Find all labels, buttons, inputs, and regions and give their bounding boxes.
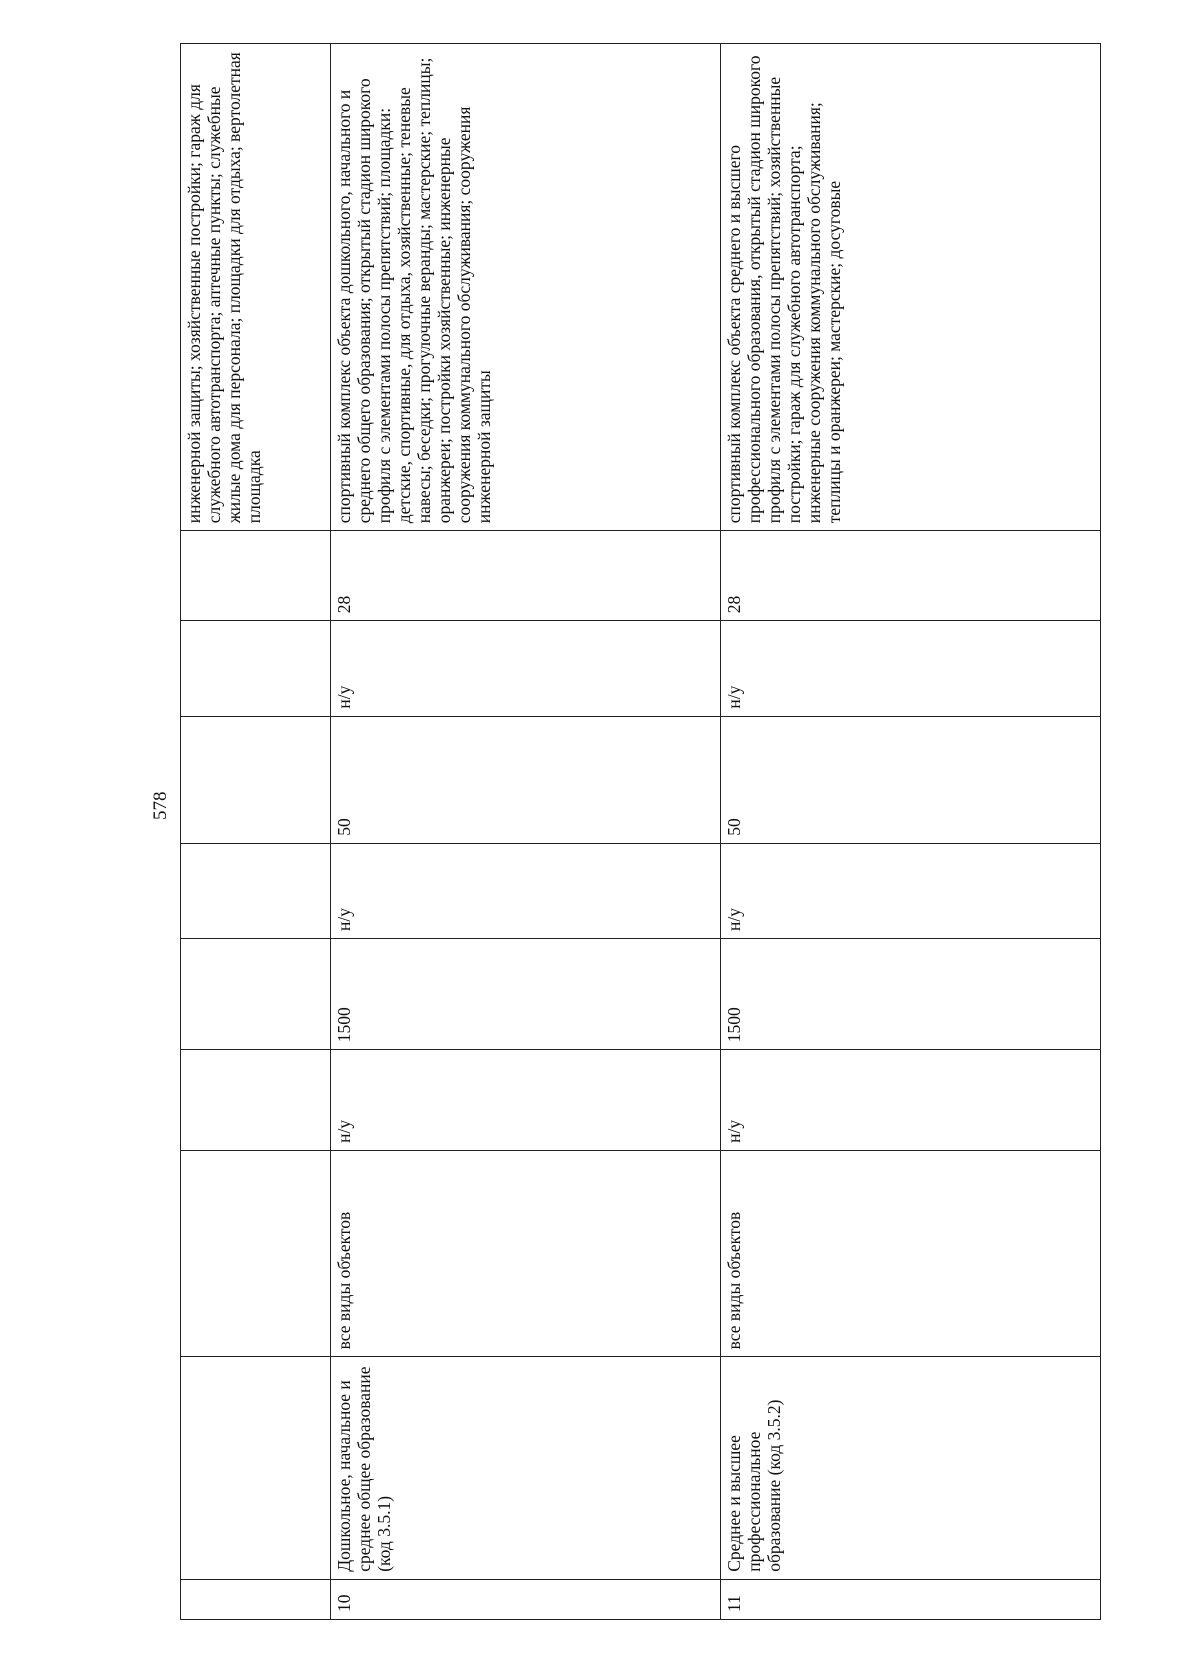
min-green (181, 621, 331, 716)
max-area: 1500 (721, 939, 1101, 1050)
use-type-name: Среднее и высшее профессиональное образование (код 3.5.2) (721, 1357, 1101, 1579)
page-number: 578 (150, 791, 171, 820)
min-setback: н/у (331, 843, 721, 938)
use-type-name: Дошкольное, начальное и среднее общее образование (код 3.5.1) (331, 1357, 721, 1579)
permitted-objects: спортивный комплекс объекта дошкольного, начального и среднего общего образования; открытый стадион широкого профиля с элементами полосы препятствий; площадки: детские, спортивные, для отдыха, хозяйственные; теневые навесы; беседки; прогулочные веранды; мастерские; теплицы; оранжереи; постройки хозяйственные; инженерные сооружения коммунального обслуживания; сооружения инженерной защиты (331, 44, 721, 531)
min-setback: н/у (721, 843, 1101, 938)
table-row (331, 44, 721, 1620)
max-coverage: 28 (721, 531, 1101, 621)
use-type-name (181, 1357, 331, 1579)
object-kinds: все виды объектов (721, 1150, 1101, 1357)
max-area (181, 939, 331, 1050)
regulations-table (180, 43, 1101, 1620)
max-floors: 50 (721, 716, 1101, 843)
table-row (181, 44, 331, 1620)
min-area: н/у (331, 1050, 721, 1151)
row-number (181, 1579, 331, 1619)
row-number: 10 (331, 1579, 721, 1619)
max-floors (181, 716, 331, 843)
max-coverage (181, 531, 331, 621)
max-area: 1500 (331, 939, 721, 1050)
max-floors: 50 (331, 716, 721, 843)
permitted-objects: спортивный комплекс объекта среднего и высшего профессионального образования, открытый стадион широкого профиля с элементами полосы препятствий; хозяйственные постройки; гараж для служебного автотранспорта; инженерные сооружения коммунального обслуживания; теплицы и оранжереи; мастерские; досуговые (721, 44, 1101, 531)
min-area: н/у (721, 1050, 1101, 1151)
max-coverage: 28 (331, 531, 721, 621)
min-setback (181, 843, 331, 938)
object-kinds: все виды объектов (331, 1150, 721, 1357)
permitted-objects: инженерной защиты; хозяйственные постройки; гараж для служебного автотранспорта; аптечные пункты; служебные жилые дома для персонала; площадки для отдыха; вертолетная площадка (181, 44, 331, 531)
min-green: н/у (721, 621, 1101, 716)
table-row (721, 44, 1101, 1620)
object-kinds (181, 1150, 331, 1357)
min-green: н/у (331, 621, 721, 716)
min-area (181, 1050, 331, 1151)
rotated-table-page (180, 43, 1100, 1620)
row-number: 11 (721, 1579, 1101, 1619)
